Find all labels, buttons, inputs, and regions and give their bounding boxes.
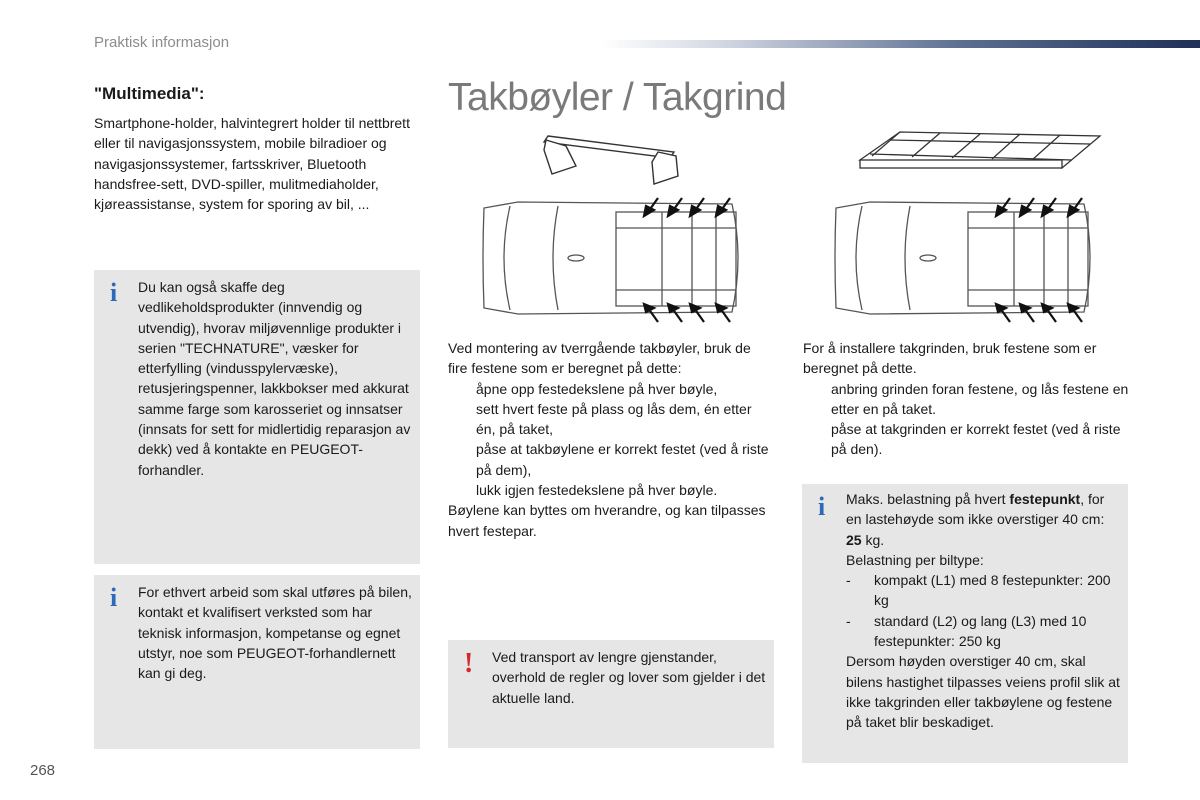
list-item: lukk igjen festedekslene på hver bøyle. <box>476 482 718 499</box>
per-type-label: Belastning per biltype: <box>846 551 984 568</box>
dash-marker: - <box>846 612 851 629</box>
list-item: påse at takbøylene er korrekt festet (ved å riste på dem), <box>476 441 769 478</box>
multimedia-title: "Multimedia": <box>94 84 205 103</box>
load-note: Dersom høyden overstiger 40 cm, skal bilens hastighet tilpasses veiens profil slik at ikke takgrinden eller takbøylene og festene på taket blir beskadiget. <box>846 653 1120 731</box>
warning-icon: ! <box>464 648 474 679</box>
list-item: - standard (L2) og lang (L3) med 10 festepunkter: 250 kg <box>846 612 1087 650</box>
info-box-workshop-text: For ethvert arbeid som skal utføres på bilen, kontakt et kvalifisert verksted som har teknisk informasjon, kompetanse og egnet utstyr, noe som PEUGEOT-forhandlernett kan gi deg. <box>138 584 412 682</box>
roof-rack-instructions <box>803 338 1129 460</box>
multimedia-section <box>94 84 420 214</box>
van-top-view <box>483 202 738 314</box>
header-gradient-bar <box>600 40 1200 48</box>
roof-bars-illustration <box>448 126 778 336</box>
load-limit-bold: festepunkt <box>1009 491 1081 507</box>
load-value: 25 <box>846 531 862 548</box>
roof-rack-steps <box>803 379 1129 460</box>
info-icon: i <box>818 492 826 521</box>
roof-rack-drawing <box>860 132 1100 168</box>
roof-bars-intro: Ved montering av tverrgående takbøyler, bruk de fire festene som er beregnet på dette: <box>448 340 751 377</box>
warning-box <box>448 640 774 748</box>
info-box-load <box>802 484 1128 763</box>
info-box-load-text <box>846 489 1120 733</box>
roof-bar-drawing <box>544 136 678 184</box>
multimedia-text: Smartphone-holder, halvintegrert holder til nettbrett eller til navigasjonssystem, mobile bilradioer og navigasjonssystemer, fartsskriver, Bluetooth handsfree-sett, DVD-spiller, mulitmediaholder, kjøreassistanse, system for sporing av bil, ... <box>94 115 410 213</box>
info-box-maintenance <box>94 270 420 564</box>
list-item: åpne opp festedekslene på hver bøyle, <box>476 380 718 397</box>
info-icon: i <box>110 583 118 612</box>
section-label: Praktisk informasjon <box>94 34 230 51</box>
info-box-maintenance-text: Du kan også skaffe deg vedlikeholdsprodukter (innvendig og utvendig), hvorav miljøvennlige produkter i serien "TECHNATURE", væsker for etterfylling (vindusspylervæske), retusjeringspenner, lakkbokser med akkurat samme farge som karosseriet og innsatser (innsats for sett for midlertidig reparasjon av dekk) ved å kontakte en PEUGEOT-forhandler. <box>138 279 411 478</box>
list-item: - kompakt (L1) med 8 festepunkter: 200 kg <box>846 572 1111 609</box>
roof-bars-instructions <box>448 338 774 541</box>
roof-rack-intro: For å installere takgrinden, bruk festene som er beregnet på dette. <box>803 340 1097 377</box>
warning-box-text: Ved transport av lengre gjenstander, overhold de regler og lover som gjelder i det aktuelle land. <box>492 649 766 706</box>
info-icon: i <box>110 278 118 307</box>
load-per-type-list <box>846 570 1120 651</box>
list-item: sett hvert feste på plass og lås dem, én etter én, på taket, <box>476 400 752 438</box>
info-box-workshop <box>94 575 420 749</box>
page-title: Takbøyler / Takgrind <box>448 76 787 119</box>
list-item: anbring grinden foran festene, og lås festene en etter en på taket. <box>831 380 1129 417</box>
van-top-view <box>835 202 1090 314</box>
list-item: påse at takgrinden er korrekt festet (ved å riste på den). <box>831 421 1121 458</box>
roof-rack-illustration <box>800 126 1130 336</box>
load-limit-line: Maks. belastning på hvert festepunkt, for en lastehøyde som ikke overstiger 40 cm: 25 kg. <box>846 491 1105 548</box>
page-number: 268 <box>30 762 56 779</box>
dash-marker: - <box>846 572 851 589</box>
roof-bars-steps <box>448 379 774 501</box>
roof-bars-outro: Bøylene kan byttes om hverandre, og kan tilpasses hvert festepar. <box>448 502 766 539</box>
